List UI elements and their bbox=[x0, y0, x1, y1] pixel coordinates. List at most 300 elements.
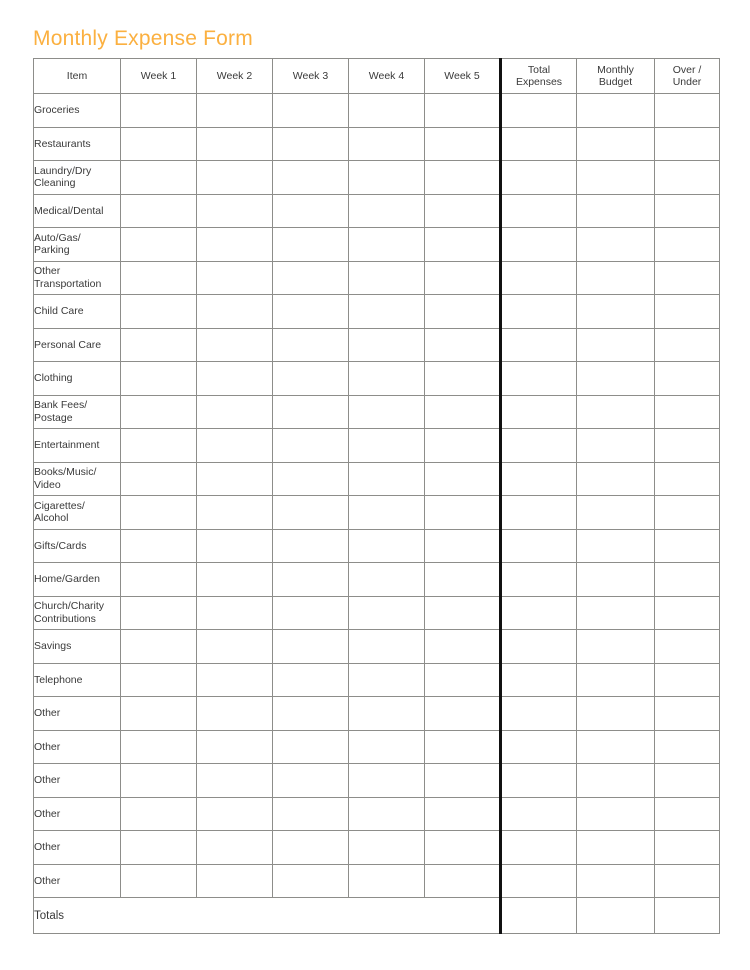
cell-week2[interactable] bbox=[197, 831, 273, 865]
cell-week3[interactable] bbox=[273, 797, 349, 831]
cell-week2[interactable] bbox=[197, 161, 273, 195]
row-label-line2: Parking bbox=[34, 244, 70, 257]
row-label-cell bbox=[34, 496, 121, 530]
cell-total[interactable] bbox=[501, 764, 577, 798]
table-row bbox=[34, 663, 720, 697]
cell-total[interactable] bbox=[501, 94, 577, 128]
row-label-cell bbox=[34, 161, 121, 195]
row-label-line2: Transportation bbox=[34, 277, 102, 290]
cell-week1[interactable] bbox=[121, 730, 197, 764]
table-footer bbox=[34, 898, 720, 934]
table-row bbox=[34, 94, 720, 128]
table-row bbox=[34, 764, 720, 798]
cell-over[interactable] bbox=[655, 730, 720, 764]
cell-week4[interactable] bbox=[349, 395, 425, 429]
table-row bbox=[34, 228, 720, 262]
row-label-cell bbox=[34, 697, 121, 731]
cell-week2[interactable] bbox=[197, 328, 273, 362]
cell-week2[interactable] bbox=[197, 730, 273, 764]
row-label-cell bbox=[34, 563, 121, 597]
cell-total[interactable] bbox=[501, 328, 577, 362]
column-header-week4 bbox=[349, 59, 425, 94]
cell-week3[interactable] bbox=[273, 697, 349, 731]
column-header-total-expenses-line1: Total bbox=[527, 63, 551, 76]
cell-week5[interactable] bbox=[425, 194, 501, 228]
cell-week2[interactable] bbox=[197, 429, 273, 463]
cell-week3[interactable] bbox=[273, 362, 349, 396]
cell-budget[interactable] bbox=[577, 730, 655, 764]
cell-week1[interactable] bbox=[121, 94, 197, 128]
totals-cell-total-expenses[interactable] bbox=[501, 898, 577, 934]
table-row bbox=[34, 797, 720, 831]
cell-week3[interactable] bbox=[273, 831, 349, 865]
row-label-line1: Other bbox=[34, 807, 61, 820]
cell-week3[interactable] bbox=[273, 194, 349, 228]
cell-total[interactable] bbox=[501, 630, 577, 664]
row-label-line1: Other bbox=[34, 874, 61, 887]
cell-over[interactable] bbox=[655, 328, 720, 362]
cell-week4[interactable] bbox=[349, 663, 425, 697]
cell-total[interactable] bbox=[501, 261, 577, 295]
cell-week5[interactable] bbox=[425, 462, 501, 496]
cell-total[interactable] bbox=[501, 663, 577, 697]
cell-over[interactable] bbox=[655, 462, 720, 496]
cell-week5[interactable] bbox=[425, 596, 501, 630]
cell-week5[interactable] bbox=[425, 697, 501, 731]
row-label-line1: Gifts/Cards bbox=[34, 539, 87, 552]
row-label-cell bbox=[34, 764, 121, 798]
cell-week4[interactable] bbox=[349, 496, 425, 530]
cell-budget[interactable] bbox=[577, 161, 655, 195]
cell-week3[interactable] bbox=[273, 228, 349, 262]
row-label-line1: Other bbox=[34, 841, 61, 853]
table-row bbox=[34, 395, 720, 429]
cell-budget[interactable] bbox=[577, 797, 655, 831]
column-header-week4-line1: Week 4 bbox=[368, 69, 405, 82]
cell-week5[interactable] bbox=[425, 395, 501, 429]
row-label-line2: Postage bbox=[34, 411, 73, 424]
cell-total[interactable] bbox=[501, 228, 577, 262]
cell-week4[interactable] bbox=[349, 261, 425, 295]
cell-budget[interactable] bbox=[577, 261, 655, 295]
row-label-cell bbox=[34, 261, 121, 295]
cell-week1[interactable] bbox=[121, 831, 197, 865]
cell-budget[interactable] bbox=[577, 328, 655, 362]
cell-over[interactable] bbox=[655, 831, 720, 865]
cell-week5[interactable] bbox=[425, 261, 501, 295]
cell-week5[interactable] bbox=[425, 127, 501, 161]
cell-week5[interactable] bbox=[425, 764, 501, 798]
column-header-over-under-line1: Over / bbox=[672, 63, 702, 76]
cell-week5[interactable] bbox=[425, 228, 501, 262]
cell-week4[interactable] bbox=[349, 194, 425, 228]
cell-week5[interactable] bbox=[425, 563, 501, 597]
cell-week2[interactable] bbox=[197, 864, 273, 898]
row-label-line1: Groceries bbox=[34, 104, 80, 116]
cell-over[interactable] bbox=[655, 362, 720, 396]
cell-week5[interactable] bbox=[425, 529, 501, 563]
cell-total[interactable] bbox=[501, 529, 577, 563]
cell-week2[interactable] bbox=[197, 697, 273, 731]
cell-week3[interactable] bbox=[273, 295, 349, 329]
cell-week4[interactable] bbox=[349, 328, 425, 362]
totals-cell-monthly-budget[interactable] bbox=[577, 898, 655, 934]
cell-over[interactable] bbox=[655, 127, 720, 161]
cell-week4[interactable] bbox=[349, 831, 425, 865]
cell-over[interactable] bbox=[655, 764, 720, 798]
cell-week4[interactable] bbox=[349, 563, 425, 597]
cell-week3[interactable] bbox=[273, 730, 349, 764]
row-label-line1: Other bbox=[34, 707, 61, 719]
cell-budget[interactable] bbox=[577, 831, 655, 865]
row-label-cell bbox=[34, 462, 121, 496]
row-label-line1: Books/Music/ bbox=[34, 466, 97, 479]
cell-budget[interactable] bbox=[577, 496, 655, 530]
cell-week1[interactable] bbox=[121, 697, 197, 731]
column-header-monthly-budget-line1: Monthly bbox=[597, 63, 634, 76]
cell-week5[interactable] bbox=[425, 496, 501, 530]
column-header-week1-line1: Week 1 bbox=[140, 69, 177, 82]
row-label-line1: Clothing bbox=[34, 372, 73, 384]
cell-week4[interactable] bbox=[349, 127, 425, 161]
row-label-cell bbox=[34, 630, 121, 664]
cell-week3[interactable] bbox=[273, 663, 349, 697]
expense-table-container bbox=[33, 58, 717, 934]
row-label-cell bbox=[34, 831, 121, 865]
cell-total[interactable] bbox=[501, 496, 577, 530]
column-header-week5 bbox=[425, 59, 501, 94]
table-row bbox=[34, 429, 720, 463]
cell-budget[interactable] bbox=[577, 194, 655, 228]
cell-total[interactable] bbox=[501, 797, 577, 831]
cell-over[interactable] bbox=[655, 630, 720, 664]
cell-total[interactable] bbox=[501, 462, 577, 496]
cell-budget[interactable] bbox=[577, 395, 655, 429]
cell-total[interactable] bbox=[501, 429, 577, 463]
totals-row bbox=[34, 898, 720, 934]
cell-week4[interactable] bbox=[349, 529, 425, 563]
cell-week3[interactable] bbox=[273, 429, 349, 463]
row-label-cell bbox=[34, 529, 121, 563]
cell-budget[interactable] bbox=[577, 596, 655, 630]
column-header-over-under-line2: Under bbox=[672, 76, 702, 88]
cell-week5[interactable] bbox=[425, 429, 501, 463]
cell-total[interactable] bbox=[501, 596, 577, 630]
cell-week2[interactable] bbox=[197, 663, 273, 697]
cell-week3[interactable] bbox=[273, 261, 349, 295]
column-header-monthly-budget-line2: Budget bbox=[598, 76, 633, 88]
row-label-cell bbox=[34, 864, 121, 898]
row-label-line1: Other bbox=[34, 265, 61, 278]
table-row bbox=[34, 462, 720, 496]
cell-over[interactable] bbox=[655, 429, 720, 463]
cell-week4[interactable] bbox=[349, 462, 425, 496]
row-label-line1: Laundry/Dry bbox=[34, 164, 92, 177]
cell-week1[interactable] bbox=[121, 529, 197, 563]
cell-week5[interactable] bbox=[425, 663, 501, 697]
cell-total[interactable] bbox=[501, 730, 577, 764]
cell-week4[interactable] bbox=[349, 228, 425, 262]
header-row bbox=[34, 59, 720, 94]
cell-budget[interactable] bbox=[577, 864, 655, 898]
cell-over[interactable] bbox=[655, 563, 720, 597]
table-row bbox=[34, 529, 720, 563]
cell-week5[interactable] bbox=[425, 94, 501, 128]
cell-over[interactable] bbox=[655, 697, 720, 731]
cell-over[interactable] bbox=[655, 194, 720, 228]
column-header-total-expenses-line2: Expenses bbox=[515, 76, 563, 88]
row-label-line1: Bank Fees/ bbox=[34, 399, 88, 412]
cell-budget[interactable] bbox=[577, 429, 655, 463]
cell-week1[interactable] bbox=[121, 127, 197, 161]
cell-week3[interactable] bbox=[273, 496, 349, 530]
cell-week5[interactable] bbox=[425, 328, 501, 362]
row-label-cell bbox=[34, 127, 121, 161]
cell-over[interactable] bbox=[655, 797, 720, 831]
cell-over[interactable] bbox=[655, 94, 720, 128]
cell-over[interactable] bbox=[655, 161, 720, 195]
cell-week2[interactable] bbox=[197, 194, 273, 228]
row-label-line1: Restaurants bbox=[34, 137, 91, 150]
row-label-line1: Auto/Gas/ bbox=[34, 231, 81, 244]
cell-total[interactable] bbox=[501, 563, 577, 597]
cell-week1[interactable] bbox=[121, 496, 197, 530]
cell-over[interactable] bbox=[655, 496, 720, 530]
page-title: Monthly Expense Form bbox=[33, 27, 253, 50]
table-row bbox=[34, 563, 720, 597]
row-label-line1: Other bbox=[34, 774, 61, 786]
table-row bbox=[34, 630, 720, 664]
cell-week1[interactable] bbox=[121, 395, 197, 429]
cell-week4[interactable] bbox=[349, 697, 425, 731]
cell-week3[interactable] bbox=[273, 764, 349, 798]
cell-over[interactable] bbox=[655, 295, 720, 329]
cell-week1[interactable] bbox=[121, 663, 197, 697]
row-label-cell bbox=[34, 663, 121, 697]
table-header bbox=[34, 59, 720, 94]
cell-week1[interactable] bbox=[121, 328, 197, 362]
cell-week3[interactable] bbox=[273, 529, 349, 563]
cell-budget[interactable] bbox=[577, 697, 655, 731]
row-label-cell bbox=[34, 94, 121, 128]
table-row bbox=[34, 295, 720, 329]
table-row bbox=[34, 362, 720, 396]
cell-budget[interactable] bbox=[577, 362, 655, 396]
row-label-cell bbox=[34, 429, 121, 463]
cell-budget[interactable] bbox=[577, 764, 655, 798]
cell-budget[interactable] bbox=[577, 295, 655, 329]
row-label-line1: Entertainment bbox=[34, 439, 100, 451]
table-row bbox=[34, 596, 720, 630]
cell-total[interactable] bbox=[501, 697, 577, 731]
cell-budget[interactable] bbox=[577, 127, 655, 161]
row-label-cell bbox=[34, 395, 121, 429]
cell-total[interactable] bbox=[501, 864, 577, 898]
cell-week3[interactable] bbox=[273, 596, 349, 630]
monthly-expense-table bbox=[33, 58, 720, 934]
cell-week5[interactable] bbox=[425, 831, 501, 865]
table-row bbox=[34, 496, 720, 530]
cell-week1[interactable] bbox=[121, 563, 197, 597]
cell-week3[interactable] bbox=[273, 864, 349, 898]
row-label-line1: Telephone bbox=[34, 673, 83, 686]
row-label-line2: Alcohol bbox=[34, 512, 69, 525]
cell-week3[interactable] bbox=[273, 563, 349, 597]
cell-total[interactable] bbox=[501, 362, 577, 396]
cell-over[interactable] bbox=[655, 395, 720, 429]
cell-budget[interactable] bbox=[577, 94, 655, 128]
column-header-week1 bbox=[121, 59, 197, 94]
cell-week2[interactable] bbox=[197, 94, 273, 128]
cell-over[interactable] bbox=[655, 529, 720, 563]
cell-week2[interactable] bbox=[197, 127, 273, 161]
row-label-line1: Child Care bbox=[34, 305, 84, 317]
column-header-week5-line1: Week 5 bbox=[444, 69, 480, 82]
table-row bbox=[34, 697, 720, 731]
cell-over[interactable] bbox=[655, 663, 720, 697]
cell-week2[interactable] bbox=[197, 362, 273, 396]
cell-week2[interactable] bbox=[197, 496, 273, 530]
table-row bbox=[34, 328, 720, 362]
cell-week4[interactable] bbox=[349, 764, 425, 798]
cell-week2[interactable] bbox=[197, 596, 273, 630]
column-header-over-under bbox=[655, 59, 720, 94]
totals-label-cell: Totals bbox=[34, 898, 501, 934]
row-label-line1: Cigarettes/ bbox=[34, 499, 85, 512]
cell-week1[interactable] bbox=[121, 194, 197, 228]
cell-week2[interactable] bbox=[197, 395, 273, 429]
row-label-line1: Home/Garden bbox=[34, 573, 100, 585]
row-label-cell bbox=[34, 328, 121, 362]
row-label-cell bbox=[34, 228, 121, 262]
row-label-line1: Other bbox=[34, 740, 61, 753]
cell-week1[interactable] bbox=[121, 596, 197, 630]
row-label-cell bbox=[34, 295, 121, 329]
row-label-line1: Medical/Dental bbox=[34, 204, 104, 217]
row-label-line1: Church/Charity bbox=[34, 600, 105, 613]
table-row bbox=[34, 161, 720, 195]
cell-week5[interactable] bbox=[425, 730, 501, 764]
cell-week3[interactable] bbox=[273, 127, 349, 161]
cell-week4[interactable] bbox=[349, 596, 425, 630]
cell-budget[interactable] bbox=[577, 462, 655, 496]
cell-week4[interactable] bbox=[349, 429, 425, 463]
totals-cell-over-under[interactable] bbox=[655, 898, 720, 934]
row-label-line2: Cleaning bbox=[34, 177, 76, 190]
cell-week4[interactable] bbox=[349, 362, 425, 396]
column-header-item-line1: Item bbox=[66, 69, 88, 82]
cell-week2[interactable] bbox=[197, 462, 273, 496]
cell-budget[interactable] bbox=[577, 663, 655, 697]
cell-total[interactable] bbox=[501, 395, 577, 429]
table-row bbox=[34, 730, 720, 764]
cell-total[interactable] bbox=[501, 194, 577, 228]
cell-week3[interactable] bbox=[273, 395, 349, 429]
cell-week1[interactable] bbox=[121, 362, 197, 396]
cell-budget[interactable] bbox=[577, 630, 655, 664]
cell-over[interactable] bbox=[655, 864, 720, 898]
cell-budget[interactable] bbox=[577, 563, 655, 597]
cell-week3[interactable] bbox=[273, 630, 349, 664]
cell-week2[interactable] bbox=[197, 228, 273, 262]
cell-total[interactable] bbox=[501, 127, 577, 161]
row-label-line1: Personal Care bbox=[34, 338, 102, 351]
column-header-week2 bbox=[197, 59, 273, 94]
cell-week1[interactable] bbox=[121, 429, 197, 463]
cell-over[interactable] bbox=[655, 596, 720, 630]
cell-week4[interactable] bbox=[349, 730, 425, 764]
cell-week5[interactable] bbox=[425, 797, 501, 831]
cell-week3[interactable] bbox=[273, 161, 349, 195]
table-row bbox=[34, 261, 720, 295]
table-row bbox=[34, 194, 720, 228]
row-label-line2: Contributions bbox=[34, 612, 96, 625]
cell-week2[interactable] bbox=[197, 764, 273, 798]
cell-week4[interactable] bbox=[349, 161, 425, 195]
column-header-week3 bbox=[273, 59, 349, 94]
table-body bbox=[34, 94, 720, 898]
cell-week5[interactable] bbox=[425, 864, 501, 898]
cell-week5[interactable] bbox=[425, 295, 501, 329]
cell-over[interactable] bbox=[655, 261, 720, 295]
cell-week5[interactable] bbox=[425, 161, 501, 195]
cell-total[interactable] bbox=[501, 295, 577, 329]
row-label-line1: Savings bbox=[34, 640, 72, 652]
cell-over[interactable] bbox=[655, 228, 720, 262]
cell-week4[interactable] bbox=[349, 630, 425, 664]
row-label-cell bbox=[34, 730, 121, 764]
cell-week2[interactable] bbox=[197, 529, 273, 563]
cell-week1[interactable] bbox=[121, 864, 197, 898]
table-row bbox=[34, 127, 720, 161]
cell-week1[interactable] bbox=[121, 630, 197, 664]
cell-week1[interactable] bbox=[121, 161, 197, 195]
cell-week4[interactable] bbox=[349, 295, 425, 329]
cell-week1[interactable] bbox=[121, 295, 197, 329]
cell-week3[interactable] bbox=[273, 328, 349, 362]
cell-week1[interactable] bbox=[121, 462, 197, 496]
column-header-total-expenses bbox=[501, 59, 577, 94]
row-label-cell bbox=[34, 596, 121, 630]
cell-week1[interactable] bbox=[121, 764, 197, 798]
cell-week2[interactable] bbox=[197, 563, 273, 597]
cell-total[interactable] bbox=[501, 161, 577, 195]
cell-week2[interactable] bbox=[197, 630, 273, 664]
row-label-cell bbox=[34, 797, 121, 831]
cell-week1[interactable] bbox=[121, 228, 197, 262]
column-header-week2-line1: Week 2 bbox=[216, 69, 253, 82]
cell-budget[interactable] bbox=[577, 228, 655, 262]
cell-week2[interactable] bbox=[197, 261, 273, 295]
cell-week5[interactable] bbox=[425, 630, 501, 664]
cell-week3[interactable] bbox=[273, 94, 349, 128]
cell-week5[interactable] bbox=[425, 362, 501, 396]
column-header-week3-line1: Week 3 bbox=[292, 69, 329, 82]
cell-week4[interactable] bbox=[349, 797, 425, 831]
cell-week2[interactable] bbox=[197, 295, 273, 329]
cell-week3[interactable] bbox=[273, 462, 349, 496]
cell-week1[interactable] bbox=[121, 261, 197, 295]
cell-budget[interactable] bbox=[577, 529, 655, 563]
column-header-monthly-budget bbox=[577, 59, 655, 94]
cell-week1[interactable] bbox=[121, 797, 197, 831]
cell-week4[interactable] bbox=[349, 864, 425, 898]
cell-total[interactable] bbox=[501, 831, 577, 865]
cell-week2[interactable] bbox=[197, 797, 273, 831]
row-label-cell bbox=[34, 194, 121, 228]
row-label-line2: Video bbox=[34, 478, 61, 491]
cell-week4[interactable] bbox=[349, 94, 425, 128]
